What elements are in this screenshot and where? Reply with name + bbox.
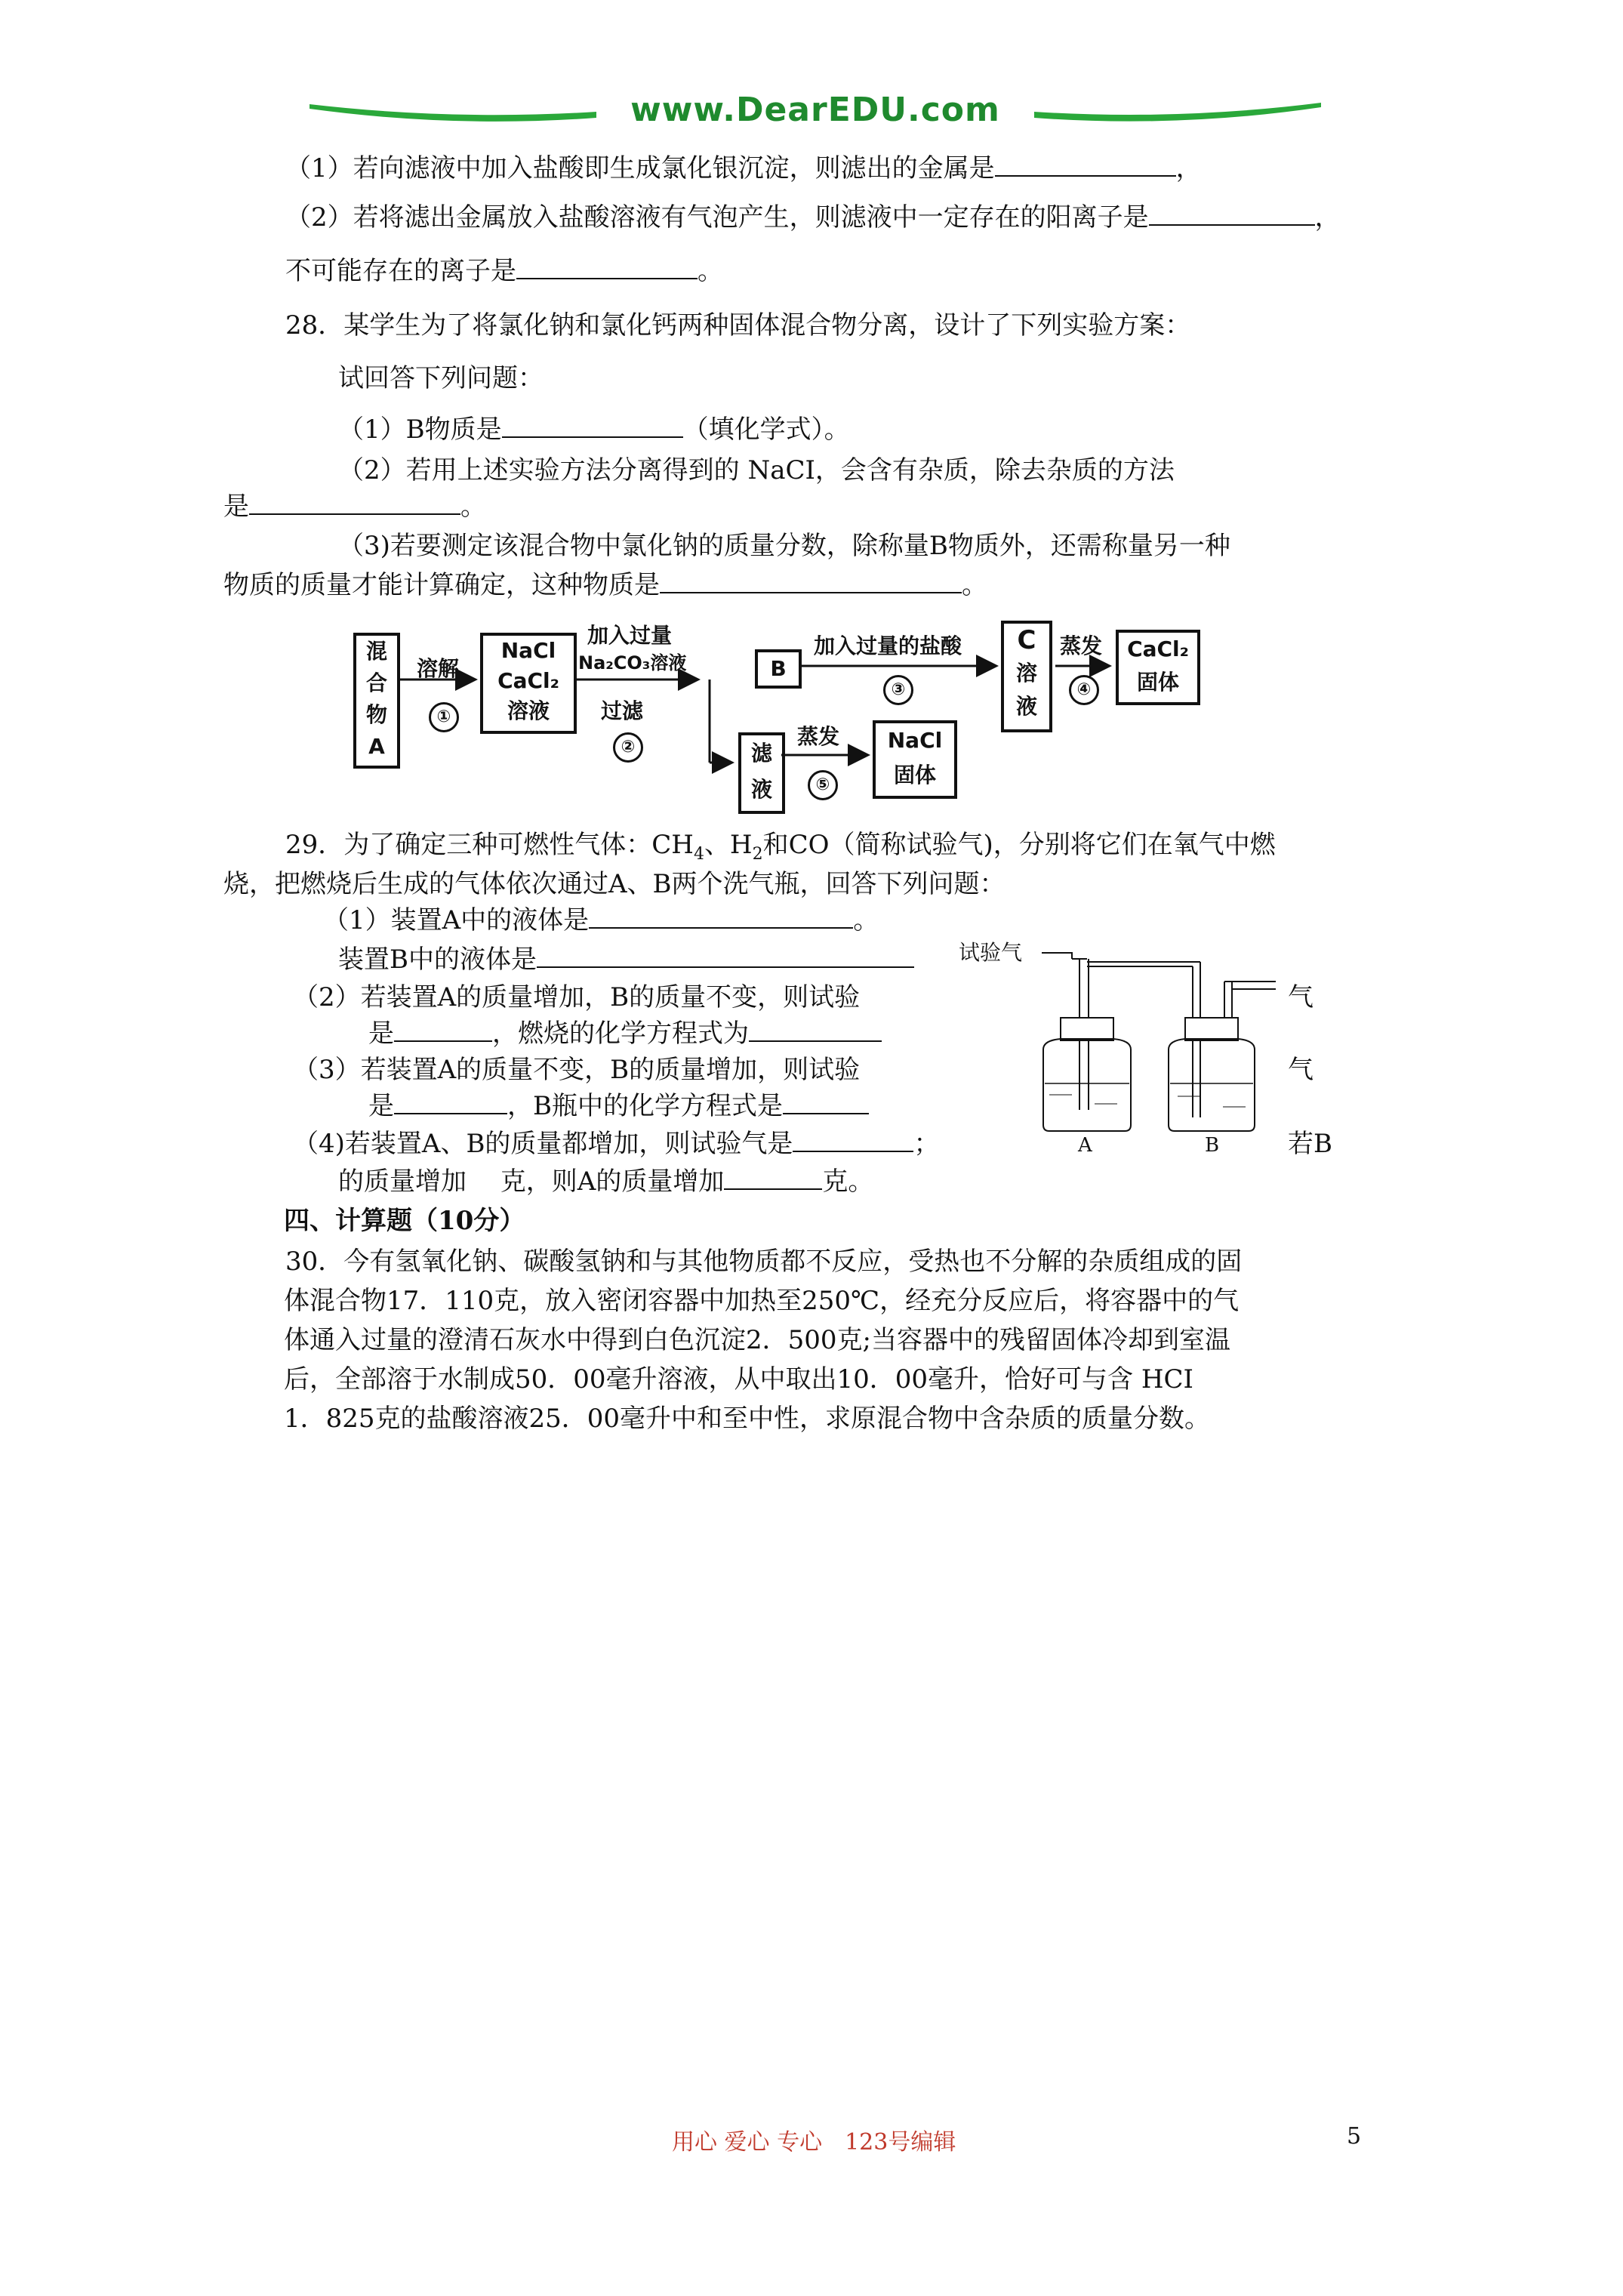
q27-part1-blank[interactable] [995, 151, 1176, 177]
q29-part4-end: ； [913, 1129, 940, 1159]
q27-part3 [285, 254, 723, 288]
q29-part1b-text: 装置B中的液体是 [338, 945, 537, 975]
q29-part3-side: 气 [1288, 1055, 1313, 1085]
section-4-title: 四、计算题（10分） [284, 1206, 525, 1236]
q27-part1-end: ， [1175, 153, 1202, 183]
solution-line-2: CaCl₂ [497, 668, 559, 693]
solution-c-line-1: C [1017, 625, 1036, 655]
q30-line-5: 1．825克的盐酸溶液25．00毫升中和至中性，求原混合物中含杂质的质量分数。 [284, 1404, 1211, 1434]
q28-intro: 28．某学生为了将氯化钠和氯化钙两种固体混合物分离，设计了下列实验方案： [285, 310, 1191, 341]
q29-part2: （2）若装置A的质量增加，B的质量不变，则试验 [293, 982, 861, 1012]
cacl2-line-1: CaCl₂ [1127, 636, 1189, 661]
step-2: ② [613, 732, 643, 763]
q29-part4-blank[interactable] [793, 1126, 913, 1152]
q30-line-4: 后，全部溶于水制成50．00毫升溶液，从中取出10．00毫升，恰好可与含 HCI [284, 1364, 1193, 1395]
q29-part1b-blank[interactable] [537, 942, 914, 968]
solution-box [480, 633, 577, 734]
q29-part3: （3）若装置A的质量不变，B的质量增加，则试验 [293, 1055, 861, 1085]
q29-part1b [338, 942, 914, 977]
nacl-solid-box [873, 720, 957, 799]
q29-part4b-text: 的质量增加 克，则A的质量增加 [338, 1166, 725, 1197]
solution-c-line-2: 溶 [1015, 661, 1037, 686]
q28-part2: （2）若用上述实验方法分离得到的 NaCI，会含有杂质，除去杂质的方法 [338, 455, 1175, 485]
q29-part2b-blank-1[interactable] [394, 1016, 492, 1042]
q29-part1-blank[interactable] [589, 903, 853, 929]
q28-part3: （3)若要测定该混合物中氯化钠的质量分数，除称量B物质外，还需称量另一种 [338, 531, 1230, 561]
mixture-a-box [353, 633, 400, 769]
q28-part3-end: 。 [962, 570, 987, 600]
q30-line-3: 体通入过量的澄清石灰水中得到白色沉淀2．500克;当容器中的残留固体冷却到室温 [284, 1325, 1230, 1355]
step-5: ⑤ [808, 770, 838, 800]
q29-intro-2: 烧，把燃烧后生成的气体依次通过A、B两个洗气瓶，回答下列问题： [223, 869, 1006, 899]
cacl2-solid-box [1116, 630, 1200, 705]
q30-line-1: 30．今有氢氧化钠、碳酸氢钠和与其他物质都不反应，受热也不分解的杂质组成的固 [285, 1247, 1243, 1277]
mixture-char-2: 合 [365, 670, 387, 695]
page-number: 5 [1347, 2123, 1362, 2150]
q29-part1-text: （1）装置A中的液体是 [323, 905, 590, 935]
q29-part2b [368, 1016, 882, 1051]
nacl-line-2: 固体 [893, 763, 936, 787]
q27-part1 [285, 151, 1202, 186]
q29-part3b-blank-1[interactable] [394, 1089, 507, 1114]
q28-ask: 试回答下列问题： [338, 363, 544, 393]
cacl2-line-2: 固体 [1136, 670, 1179, 695]
q29-part3b [368, 1089, 869, 1123]
solution-c-box [1001, 621, 1052, 732]
q27-part1-text: （1）若向滤液中加入盐酸即生成氯化银沉淀，则滤出的金属是 [285, 153, 995, 183]
q29-part3b-mid: ，B瓶中的化学方程式是 [507, 1091, 783, 1121]
q29-intro-sub-2: 2 [752, 844, 763, 864]
q29-part3b-blank-2[interactable] [783, 1089, 869, 1114]
q29-part4b-blank[interactable] [724, 1164, 822, 1190]
q29-part4b [338, 1164, 873, 1199]
label-evaporate-2: 蒸发 [797, 724, 840, 749]
label-add-hcl: 加入过量的盐酸 [814, 633, 962, 658]
q27-part3-end: 。 [698, 256, 723, 286]
step-3: ③ [883, 675, 913, 705]
step-1: ① [429, 702, 459, 732]
q29-part4b-end: 克。 [822, 1166, 874, 1197]
q29-intro-text-b: 、H [704, 830, 753, 860]
q29-part2b-blank-2[interactable] [749, 1016, 882, 1042]
q28-part3-blank[interactable] [660, 568, 962, 593]
header-swoosh-left [302, 98, 604, 128]
filtrate-line-2: 液 [750, 777, 772, 802]
filtrate-box [738, 732, 785, 814]
q28-part2-end: 。 [460, 492, 486, 522]
label-dissolve: 溶解 [417, 656, 460, 681]
q29-part1 [323, 903, 879, 938]
q28-part1 [338, 412, 850, 447]
q29-intro-sub-4: 4 [693, 844, 704, 864]
mixture-char-1: 混 [365, 639, 387, 664]
q29-part4-text: （4)若装置A、B的质量都增加，则试验气是 [293, 1129, 793, 1159]
q28-part1-text: （1）B物质是 [338, 415, 502, 445]
step-4: ④ [1069, 675, 1099, 705]
mixture-char-4: A [368, 734, 385, 759]
label-filter: 过滤 [601, 698, 644, 723]
label-add-excess: 加入过量 [587, 623, 673, 648]
substance-b-label: B [770, 656, 787, 681]
apparatus-inlet-label: 试验气 [959, 940, 1023, 965]
bottle-a-label: A [1078, 1134, 1092, 1157]
q29-part3b-text: 是 [368, 1091, 394, 1121]
substance-b-box [755, 649, 802, 689]
q29-part1-end: 。 [853, 905, 879, 935]
mixture-char-3: 物 [365, 702, 387, 727]
q27-part3-blank[interactable] [516, 254, 698, 279]
wash-bottle-apparatus [959, 936, 1276, 1157]
footer-text: 用心 爱心 专心 123号编辑 [672, 2129, 956, 2156]
bottle-b-label: B [1205, 1134, 1220, 1157]
solution-line-1: NaCl [500, 638, 556, 663]
q29-part2b-text: 是 [368, 1019, 394, 1049]
solution-line-3: 溶液 [507, 698, 550, 723]
header-site-name: www.DearEDU.com [630, 91, 1000, 129]
q29-part2-side: 气 [1288, 982, 1313, 1012]
q27-part2-text: （2）若将滤出金属放入盐酸溶液有气泡产生，则滤液中一定存在的阳离子是 [285, 202, 1149, 233]
filtrate-line-1: 滤 [750, 741, 772, 766]
q28-part1-blank[interactable] [502, 412, 683, 438]
q28-part3-cont-text: 物质的质量才能计算确定，这种物质是 [223, 570, 660, 600]
q29-intro-text-c: 和CO（简称试验气)，分别将它们在氧气中燃 [762, 830, 1276, 860]
header-swoosh-right [1027, 98, 1329, 128]
q27-part2-end: ， [1314, 202, 1341, 233]
q28-part2-cont-text: 是 [223, 492, 249, 522]
q28-part1-suffix: （填化学式）。 [682, 415, 850, 445]
label-na2co3: Na₂CO₃溶液 [578, 652, 687, 673]
q28-part2-blank[interactable] [249, 489, 460, 515]
q27-part3-text: 不可能存在的离子是 [285, 256, 516, 286]
q27-part2-blank[interactable] [1149, 200, 1315, 226]
q28-part2-cont [223, 489, 486, 524]
separation-flowchart [347, 619, 1208, 815]
label-evaporate-1: 蒸发 [1060, 633, 1103, 658]
apparatus-drawing [959, 936, 1276, 1148]
q28-part3-cont [223, 568, 987, 603]
q30-line-2: 体混合物17．110克，放入密闭容器中加热至250℃，经充分反应后，将容器中的气 [284, 1286, 1240, 1316]
q29-part2b-mid: ，燃烧的化学方程式为 [492, 1019, 749, 1049]
q29-part4 [293, 1126, 939, 1161]
nacl-line-1: NaCl [887, 728, 943, 753]
solution-c-line-3: 液 [1015, 694, 1037, 719]
q27-part2 [285, 200, 1341, 235]
q29-intro-text-a: 29．为了确定三种可燃性气体：CH [285, 830, 694, 860]
q29-intro-1 [285, 827, 1276, 872]
q29-part4-side: 若B [1288, 1129, 1332, 1159]
